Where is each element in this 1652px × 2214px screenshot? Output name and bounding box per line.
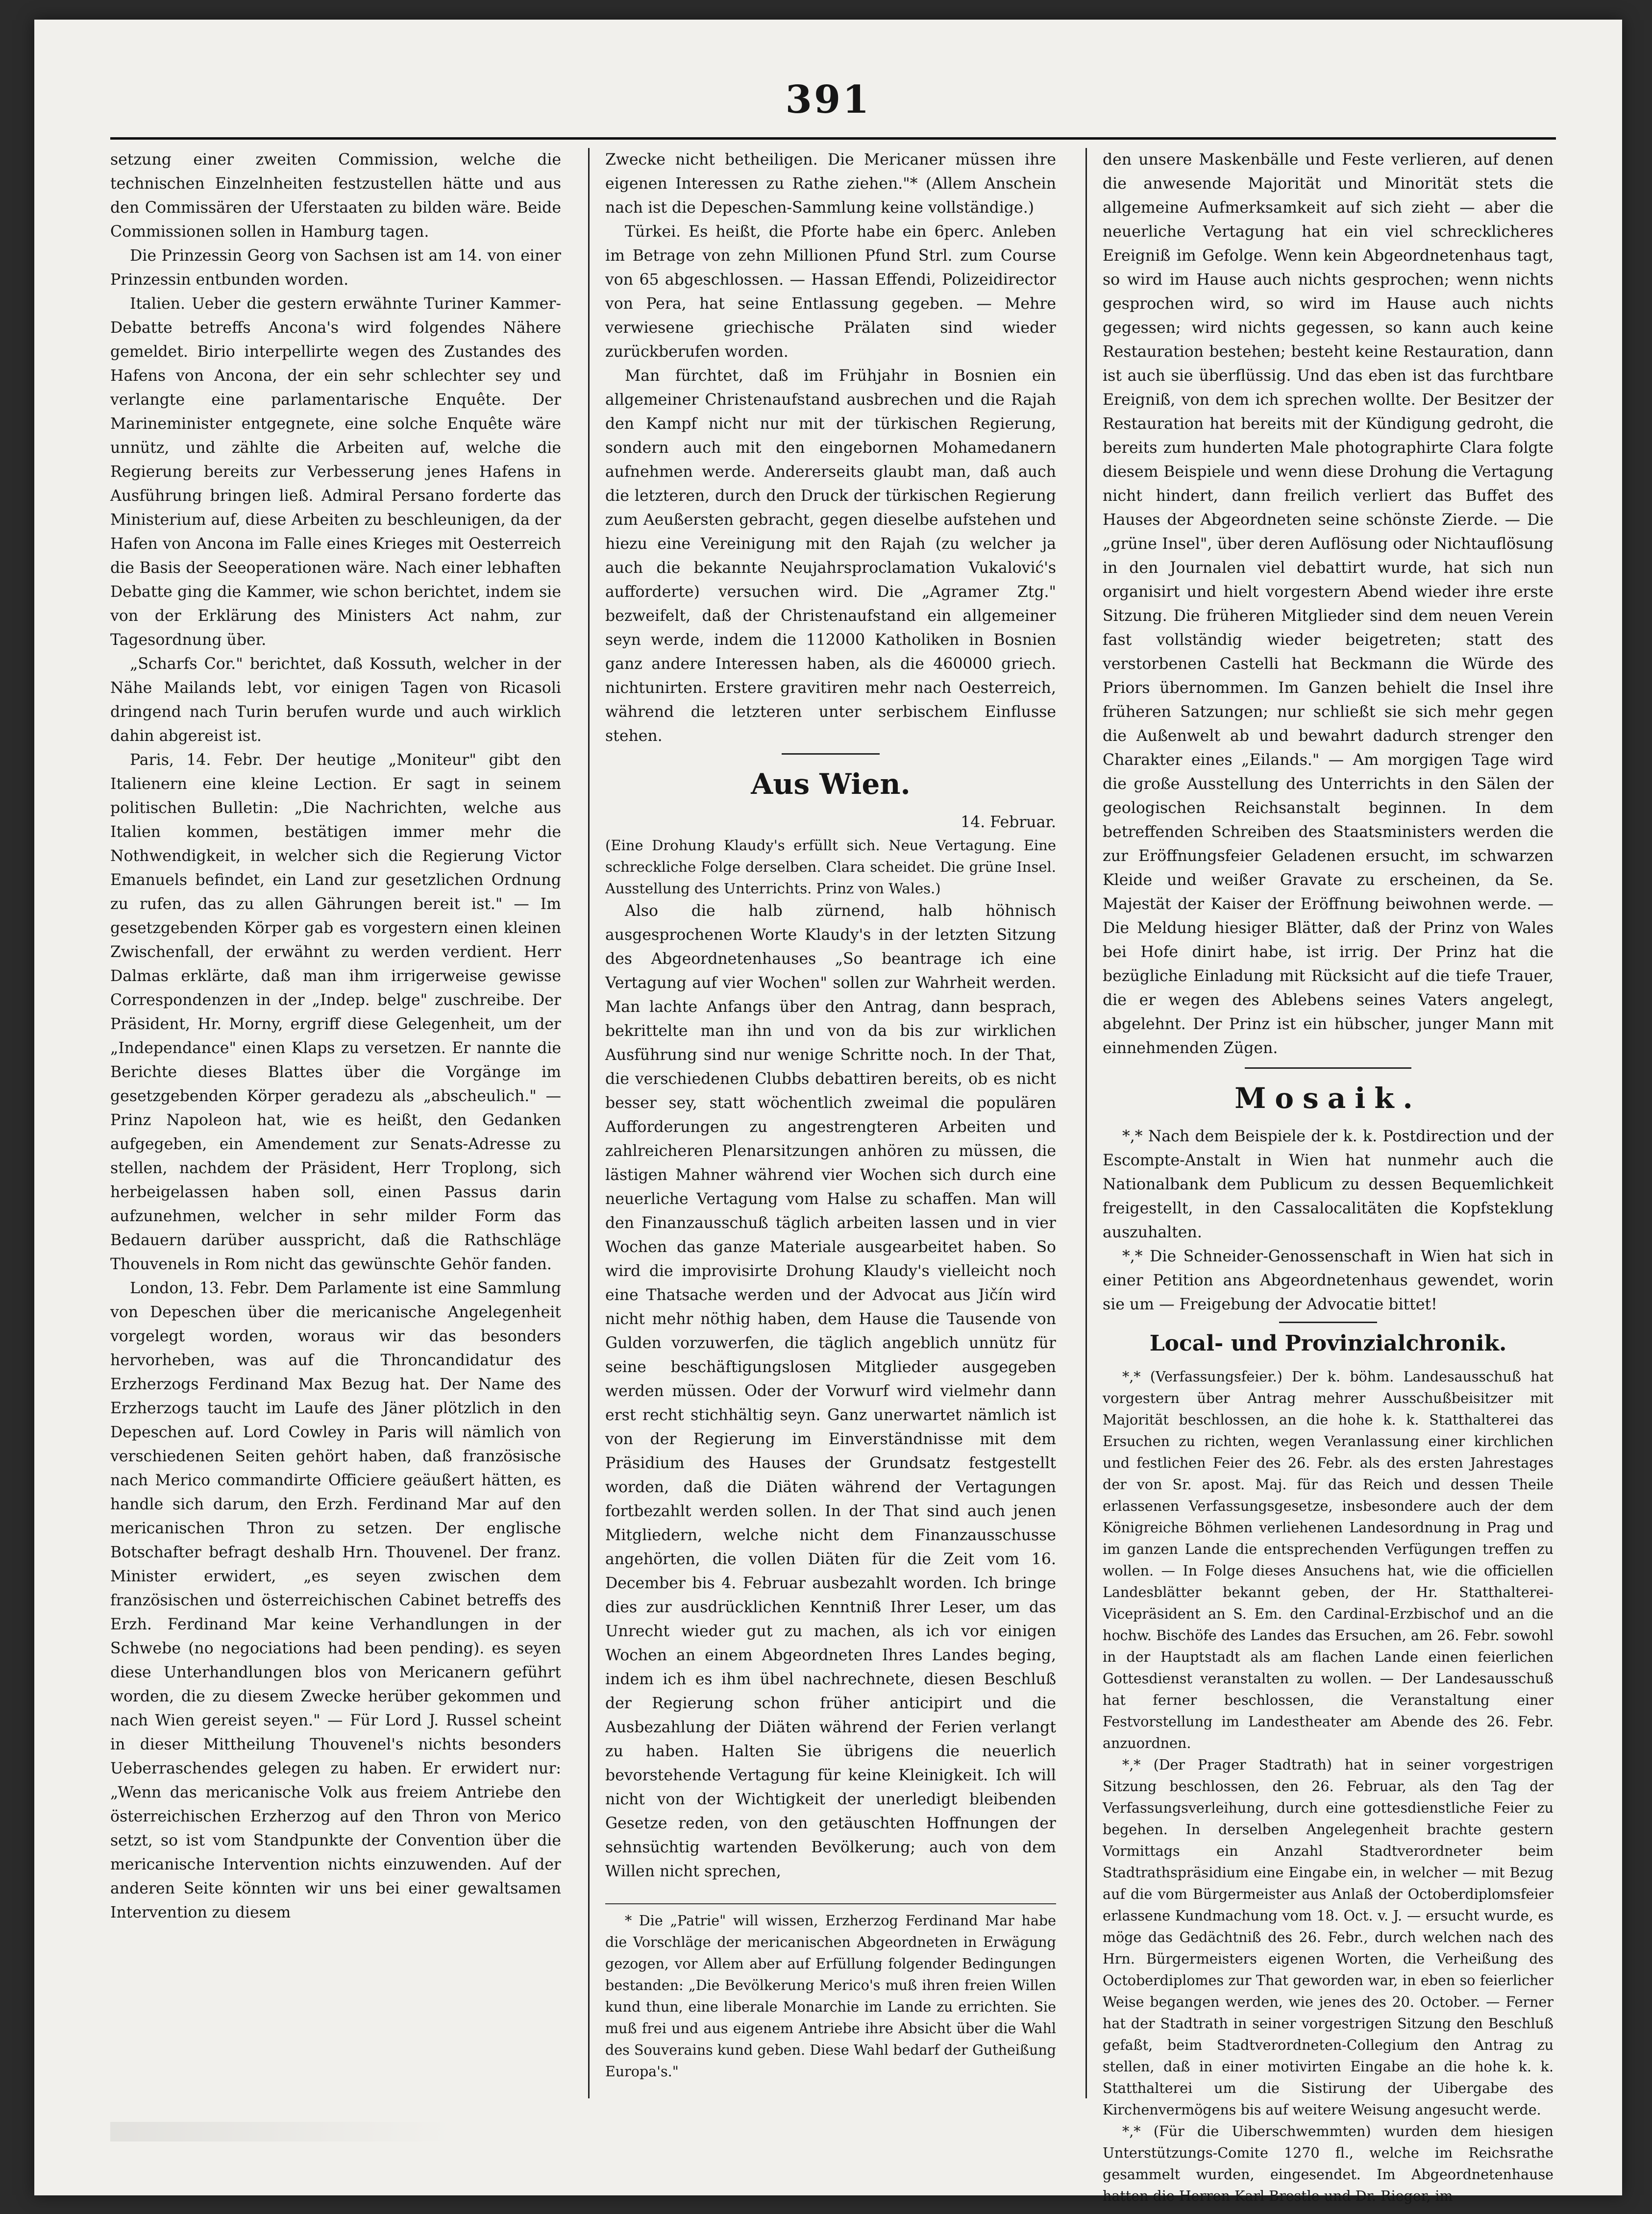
header-rule: [110, 137, 1556, 140]
paragraph: Italien. Ueber die gestern erwähnte Turiner Kammer-Debatte betreffs Ancona's wird folgendes Nähere gemeldet. Birio interpellirte wegen des Zustandes des Hafens von Ancona, der ein sehr schlechter sey und verlangte eine parlamentarische Enquête. Der Marineminister entgegnete, eine solche Enquête wäre unnütz, und zählte die Arbeiten auf, welche die Regierung bereits zur Verbesserung jenes Hafens in Ausführung bringen ließ. Admiral Persano forderte das Ministerium auf, diese Arbeiten zu beschleunigen, da der Hafen von Ancona im Falle eines Krieges mit Oesterreich die Basis der Seeoperationen wäre. Nach einer lebhaften Debatte ging die Kammer, wie schon berichtet, indem sie von der Erklärung des Ministers Act nahm, zur Tagesordnung über.: [110, 295, 561, 649]
column-2: [605, 148, 1056, 2108]
article-summary: (Eine Drohung Klaudy's erfüllt sich. Neue Vertagung. Eine schreckliche Folge derselben. Clara scheidet. Die grüne Insel. Ausstellung des Unterrichts. Prinz von Wales.): [605, 837, 1056, 897]
list-item: *,* Die Schneider-Genossenschaft in Wien hat sich in einer Petition ans Abgeordnetenhaus gewendet, worin sie um — Freigebung der Advocatie bittet!: [1103, 1248, 1553, 1313]
section-heading-local-chronik: Local- und Provinzialchronik.: [1149, 1331, 1507, 1356]
paragraph: Türkei. Es heißt, die Pforte habe ein 6perc. Anleben im Betrage von zehn Millionen Pfund Strl. zum Course von 65 abgeschlossen. — Hassan Effendi, Polizeidirector von Pera, hat seine Entlassung gegeben. — Mehre verwiesene griechische Prälaten sind wieder zurückberufen worden.: [605, 223, 1056, 361]
paragraph: Also die halb zürnend, halb höhnisch ausgesprochenen Worte Klaudy's in der letzten Sitzung des Abgeordnetenhauses „So beantrage ich eine Vertagung auf vier Wochen" sollen zur Wahrheit werden. Man lachte Anfangs über den Antrag, dann besprach, bekrittelte man ihn und von da bis zur wirklichen Ausführung sind nur wenige Schritte noch. In der That, die verschiedenen Clubbs debattiren bereits, ob es nicht besser sey, statt wöchentlich zweimal die populären Aufforderungen zu angestrengteren Arbeiten und zahlreicheren Plenarsitzungen anhören zu müssen, die lästigen Mahner während vier Wochen sich durch eine neuerliche Vertagung vom Halse zu schaffen. Man will den Finanzausschuß täglich arbeiten lassen und in vier Wochen das ganze Materiale ausgearbeitet haben. So wird die improvisirte Drohung Klaudy's vielleicht noch eine Thatsache werden und der Advocat aus Jičín wird nicht mehr nöthig haben, dem Hause die Tausende von Gulden vorzuwerfen, die täglich angeblich unnütz für seine beschäftigungslosen Mitglieder ausgegeben werden müssen. Oder der Vorwurf wird vielmehr dann erst recht stichhältig seyn. Ganz unerwartet nämlich ist von der Regierung im Einverständnisse mit dem Präsidium des Hauses der Grundsatz festgestellt worden, daß die Diäten während der Vertagungen fortbezahlt werden sollen. In der That sind auch jenen Mitgliedern, welche nicht dem Finanzausschusse angehörten, die vollen Diäten für die Zeit vom 16. December bis 4. Februar ausbezahlt worden. Ich bringe dies zur ausdrücklichen Kenntniß Ihrer Leser, um das Unrecht wieder gut zu machen, als ich vor einigen Wochen an einem Abgeordneten Ihres Landes beging, indem ich es ihm übel nachrechnete, diesen Beschluß der Regierung schon früher anticipirt und die Ausbezahlung der Diäten während der Ferien verlangt zu haben. Halten Sie übrigens die neuerlich bevorstehende Vertagung für keine Kleinigkeit. Ich will nicht von der Wichtigkeit der unerledigt bleibenden Gesetze reden, von den getäuschten Hoffnungen der sehnsüchtig wartenden Bevölkerung; auch von dem Willen nicht sprechen,: [605, 902, 1056, 1880]
section-rule: [782, 753, 880, 755]
paragraph: Man fürchtet, daß im Frühjahr in Bosnien ein allgemeiner Christenaufstand ausbrechen und die Rajah den Kampf nicht nur mit der türkischen Regierung, sondern auch mit den eingebornen Mohamedanern aufnehmen werde. Andererseits glaubt man, daß auch die letzteren, durch den Druck der türkischen Regierung zum Aeußersten gebracht, gegen dieselbe aufstehen und hiezu eine Vereinigung mit den Rajah (zu welcher ja auch die bekannte Neujahrsproclamation Vukalović's aufforderte) versuchen wird. Die „Agramer Ztg." bezweifelt, daß der Christenaufstand ein allgemeiner seyn werde, indem die 112000 Katholiken in Bosnien ganz andere Interessen haben, als die 460000 griech. nichtunirten. Erstere gravitiren mehr nach Oesterreich, während die letzteren unter serbischem Einflusse stehen.: [605, 367, 1056, 745]
paragraph: Die Prinzessin Georg von Sachsen ist am 14. von einer Prinzessin entbunden worden.: [110, 247, 561, 289]
page-number: 391: [785, 77, 871, 122]
section-heading-mosaik: Mosaik.: [1234, 1082, 1422, 1115]
section-rule: [1279, 1322, 1377, 1323]
column-divider-2: [1085, 148, 1087, 2098]
footnote-rule: [605, 1903, 1056, 1904]
column-divider-1: [588, 148, 590, 2098]
paragraph: Zwecke nicht betheiligen. Die Mericaner müssen ihre eigenen Interessen zu Rathe ziehen."* (Allem Anschein nach ist die Depeschen-Sammlung keine vollständige.): [605, 151, 1056, 217]
column-1: [110, 148, 561, 2108]
paragraph: den unsere Maskenbälle und Feste verlieren, auf denen die anwesende Majorität und Minorität stets die allgemeine Aufmerksamkeit auf sich zieht — aber die neuerliche Vertagung hat ein viel schrecklicheres Ereigniß im Gefolge. Wenn kein Abgeordnetenhaus tagt, so wird im Hause auch nichts gesprochen; wenn nichts gesprochen wird, so wird im Hause auch nichts gegessen; wird nichts gegessen, so kann auch keine Restauration bestehen; besteht keine Restauration, dann ist auch sie überflüssig. Und das eben ist das furchtbare Ereigniß, von dem ich sprechen wollte. Der Besitzer der Restauration hat bereits mit der Kündigung gedroht, die bereits zum hunderten Male photographirte Clara folgte diesem Beispiele und wenn diese Drohung die Vertagung nicht hindert, dann freilich verliert das Buffet des Hauses der Abgeordneten seine schönste Zierde. — Die „grüne Insel", über deren Auflösung oder Nichtauflösung in den Journalen viel debattirt wurde, hat sich nun organisirt und hielt vorgestern Abend wieder ihre erste Sitzung. Die früheren Mitglieder sind dem neuen Verein fast vollständig wieder beigetreten; statt des verstorbenen Castelli hat Beckmann die Würde des Priors übernommen. Im Ganzen behielt die Insel ihre früheren Satzungen; nur schließt sie sich mehr gegen die Außenwelt ab und bewahrt dadurch strenger den Charakter eines „Eilands." — Am morgigen Tage wird die große Ausstellung des Unterrichts in den Sälen der geologischen Reichsanstalt beginnen. In dem betreffenden Schreiben des Staatsministers werden die zur Eröffnungsfeier Geladenen ersucht, im schwarzen Kleide und weißer Gravate zu erscheinen, da Se. Majestät der Kaiser der Eröffnung beiwohnen werde. — Die Meldung hiesiger Blätter, daß der Prinz von Wales bei Hofe dinirt habe, ist irrig. Der Prinz hat die bezügliche Einladung mit Rücksicht auf die tiefe Trauer, die er wegen des Ablebens seines Vaters angelegt, abgelehnt. Der Prinz ist ein hübscher, junger Mann mit einnehmenden Zügen.: [1103, 151, 1553, 1057]
column-3: [1103, 148, 1553, 2204]
footnote: * Die „Patrie" will wissen, Erzherzog Ferdinand Mar habe die Vorschläge der mericanischen Abgeordneten in Erwägung gezogen, vor Allem aber auf Erfüllung folgender Bedingungen bestanden: „Die Bevölkerung Merico's muß ihren freien Willen kund thun, eine liberale Monarchie im Lande zu errichten. Sie muß frei und aus eigenem Antriebe ihre Absicht über die Wahl des Souverains kund geben. Diese Wahl bedarf der Gutheißung Europa's.": [605, 1913, 1056, 2080]
bleed-through: [110, 2122, 453, 2141]
list-item: *,* (Verfassungsfeier.) Der k. böhm. Landesausschuß hat vorgestern über Antrag mehrer Ausschußbeisitzer mit Majorität beschlossen, an die hohe k. k. Statthalterei das Ersuchen zu richten, wegen Veranlassung einer kirchlichen und festlichen Feier des 26. Febr. als des ersten Jahrestages der von Sr. apost. Maj. für das Reich und dessen Theile erlassenen Verfassungsgesetze, insbesondere auch der dem Königreiche Böhmen verliehenen Landesordnung in Prag und im ganzen Lande die entsprechenden Verfügungen treffen zu wollen. — In Folge dieses Ansuchens hat, wie die officiellen Landesblätter bekannt geben, der Hr. Statthalterei-Vicepräsident an S. Em. den Cardinal-Erzbischof und an die hochw. Bischöfe des Landes das Ersuchen, am 26. Febr. sowohl in der Hauptstadt als am flachen Lande einen feierlichen Gottesdienst veranstalten zu wollen. — Der Landesausschuß hat ferner beschlossen, die Veranstaltung einer Festvorstellung im Landestheater am Abende des 26. Febr. anzuordnen.: [1103, 1369, 1553, 1751]
paragraph: Paris, 14. Febr. Der heutige „Moniteur" gibt den Italienern eine kleine Lection. Er sagt in seinem politischen Bulletin: „Die Nachrichten, welche aus Italien kommen, bestätigen immer mehr die Nothwendigkeit, in welcher sich die Regierung Victor Emanuels befindet, ein Land zur gesetzlichen Ordnung zu rufen, das zu allen Gährungen bereit ist." — Im gesetzgebenden Körper gab es vorgestern einen kleinen Zwischenfall, der erwähnt zu werden verdient. Herr Dalmas erklärte, daß man ihm irrigerweise gewisse Correspondenzen in der „Indep. belge" zuschreibe. Der Präsident, Hr. Morny, ergriff diese Gelegenheit, um der „Independance" einen Klaps zu versetzen. Er nannte die Berichte dieses Blattes über die Vorgänge im gesetzgebenden Körper geradezu als „abscheulich." — Prinz Napoleon hat, wie es heißt, den Gedanken aufgegeben, ein Amendement zur Senats-Adresse zu stellen, nachdem der Präsident, Herr Troplong, sich herbeigelassen haben soll, einen Passus darin aufzunehmen, welcher in sehr milder Form das Bedauern darüber ausspricht, daß die Rathschläge Thouvenels in Rom nicht das gewünschte Gehör fanden.: [110, 751, 561, 1273]
newspaper-page: [34, 20, 1622, 2204]
dateline: 14. Februar.: [961, 813, 1056, 831]
list-item: *,* Nach dem Beispiele der k. k. Postdirection und der Escompte-Anstalt in Wien hat nunmehr auch die Nationalbank dem Publicum zu dessen Bequemlichkeit freigestellt, in den Cassalocalitäten die Kopfsteklung auszuhalten.: [1103, 1128, 1553, 1241]
list-item: *,* (Für die Uiberschwemmten) wurden dem hiesigen Unterstützungs-Comite 1270 fl., welche im Reichsrathe gesammelt wurden, eingesendet. Im Abgeordnetenhause hatten die Herren Karl Brestle und Dr. Rieger, im: [1103, 2123, 1553, 2204]
section-heading-aus-wien: Aus Wien.: [751, 767, 911, 801]
list-item: *,* (Der Prager Stadtrath) hat in seiner vorgestrigen Sitzung beschlossen, den 26. Februar, als den Tag der Verfassungsverleihung, durch eine gottesdienstliche Feier zu begehen. In derselben Angelegenheit brachte gestern Vormittags ein Anzahl Stadtverordneter beim Stadtrathspräsidium eine Eingabe ein, in welcher — mit Bezug auf die vom Bürgermeister aus Anlaß der Octoberdiplomsfeier erlassene Kundmachung vom 18. Oct. v. J. — ersucht wurde, es möge das Gedächtniß des 26. Febr., durch welchen nach des Hrn. Bürgermeisters eigenen Worten, die Verheißung des Octoberdiplomes zur That geworden war, in eben so feierlicher Weise begangen werden, wie jenes des 20. October. — Ferner hat der Stadtrath in seiner vorgestrigen Sitzung den Beschluß gefaßt, beim Stadtverordneten-Collegium den Antrag zu stellen, daß in einer motivirten Eingabe an die hohe k. k. Statthalterei um die Sistirung der Uibergabe des Kirchenvermögens bis auf weitere Weisung angesucht werde.: [1103, 1757, 1553, 2118]
paragraph: London, 13. Febr. Dem Parlamente ist eine Sammlung von Depeschen über die mericanische Angelegenheit vorgelegt worden, woraus wir das besonders hervorheben, was auf die Throncandidatur des Erzherzogs Ferdinand Max Bezug hat. Der Name des Erzherzogs taucht im Laufe des Jäner plötzlich in den Depeschen auf. Lord Cowley in Paris will nämlich von verschiedenen Seiten gehört haben, daß französische nach Merico commandirte Officiere geäußert hätten, es handle sich darum, den Erzh. Ferdinand Mar auf den mericanischen Thron zu setzen. Der englische Botschafter befragt deshalb Hrn. Thouvenel. Der franz. Minister erwidert, „es seyen zwischen dem französischen und österreichischen Cabinet betreffs des Erzh. Ferdinand Mar keine Verhandlungen in der Schwebe (no negociations had been pending). es seyen diese Unterhandlungen blos von Mericanern geführt worden, die zu diesem Zwecke herüber gekommen und nach Wien gereist seyen." — Für Lord J. Russel scheint in dieser Mittheilung Thouvenel's nichts besonders Ueberraschendes gelegen zu haben. Er erwidert nur: „Wenn das mericanische Volk aus freiem Antriebe den österreichischen Erzherzog auf den Thron von Merico setzt, so ist vom Standpunkte der Convention über die mericanische Intervention nichts einzuwenden. Auf der anderen Seite könnten wir uns bei einer gewaltsamen Intervention zu diesem: [110, 1279, 561, 1921]
paragraph: „Scharfs Cor." berichtet, daß Kossuth, welcher in der Nähe Mailands lebt, vor einigen Tagen von Ricasoli dringend nach Turin berufen wurde und auch wirklich dahin abgereist ist.: [110, 655, 561, 745]
paragraph: setzung einer zweiten Commission, welche die technischen Einzelnheiten festzustellen hätte und aus den Commissären der Uferstaaten zu bilden wäre. Beide Commissionen sollen in Hamburg tagen.: [110, 151, 561, 241]
section-rule: [1245, 1067, 1411, 1069]
